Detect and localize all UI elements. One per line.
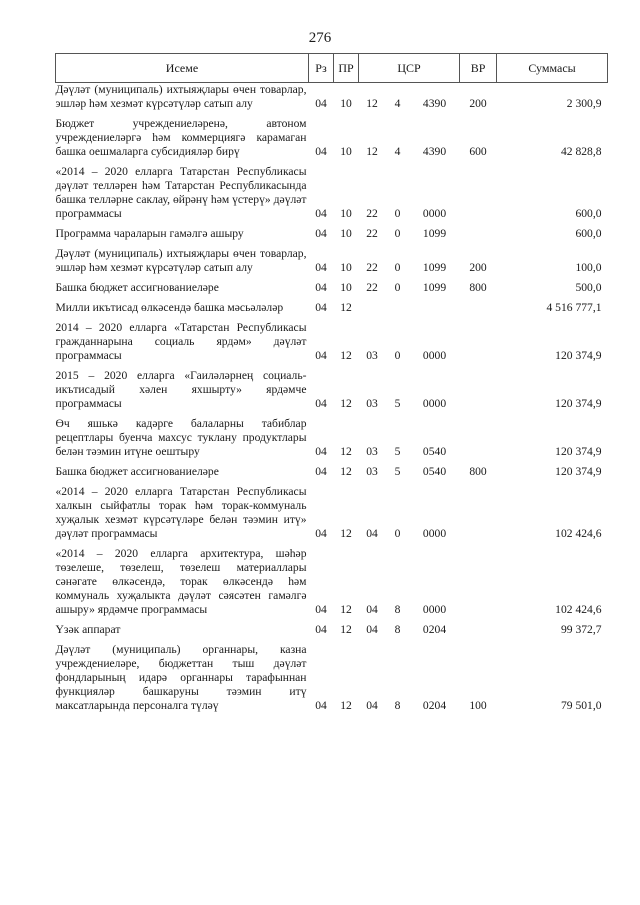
table-row [56, 301, 608, 315]
row-csr-2: 4 [394, 145, 401, 158]
row-pr: 10 [340, 97, 352, 110]
row-vr [460, 623, 497, 637]
row-vr [460, 547, 497, 617]
row-sum: 600,0 [575, 227, 602, 240]
row-pr: 12 [340, 397, 352, 410]
row-csr-2: 5 [394, 397, 401, 410]
header-sum: Суммасы [497, 54, 608, 83]
row-sum: 79 501,0 [560, 699, 602, 712]
row-csr-3: 0000 [422, 603, 447, 616]
row-csr-1: 04 [366, 699, 378, 712]
row-pr: 10 [340, 145, 352, 158]
budget-table [55, 53, 608, 713]
header-vr: ВР [460, 54, 497, 83]
row-name: «2014 – 2020 елларга Татарстан Республикасы халкын сыйфатлы торак һәм торак-коммуналь хуҗалык хезмәт күрсәтүләре белән тәэмин итү» дәүләт программасы [55, 485, 307, 540]
header-rz: Рз [309, 54, 334, 83]
row-sum: 42 828,8 [560, 145, 602, 158]
table-row [56, 465, 608, 479]
row-csr-1 [359, 301, 386, 315]
row-vr [460, 301, 497, 315]
row-pr: 10 [340, 281, 352, 294]
row-csr-2: 0 [394, 207, 401, 220]
row-rz: 04 [315, 301, 327, 314]
row-csr-2: 8 [394, 623, 401, 636]
row-vr: 200 [469, 261, 487, 274]
row-sum: 120 374,9 [555, 349, 602, 362]
row-csr-1: 04 [366, 623, 378, 636]
row-csr-2: 4 [394, 97, 401, 110]
row-pr: 12 [340, 301, 352, 314]
row-csr-1: 12 [366, 145, 378, 158]
row-csr-3: 0000 [422, 207, 447, 220]
row-csr-3: 0540 [422, 465, 447, 478]
row-csr-1: 04 [366, 603, 378, 616]
row-sum: 120 374,9 [555, 397, 602, 410]
row-pr: 12 [340, 603, 352, 616]
row-name: Башка бюджет ассигнованиеләре [55, 465, 219, 478]
row-name: Бюджет учреждениеләренә, автоном учреждениеләргә һәм коммерциягә карамаган башка оешмаларга субсидияләр бирү [55, 117, 307, 158]
row-csr-1: 03 [366, 397, 378, 410]
row-sum: 4 516 777,1 [546, 301, 602, 314]
table-row [56, 369, 608, 411]
row-csr-2: 0 [394, 227, 401, 240]
row-csr-1: 22 [366, 207, 378, 220]
row-name: Дәүләт (муниципаль) ихтыяҗлары өчен товарлар, эшләр һәм хезмәт күрсәтүләр сатып алу [55, 247, 307, 274]
row-rz: 04 [315, 465, 327, 478]
row-rz: 04 [315, 261, 327, 274]
table-row [56, 165, 608, 221]
row-name: Милли икътисад өлкәсендә башка мәсьәләләр [55, 301, 284, 314]
page-number: 276 [308, 30, 332, 46]
row-rz: 04 [315, 527, 327, 540]
row-rz: 04 [315, 603, 327, 616]
row-csr-1: 12 [366, 97, 378, 110]
row-vr [460, 417, 497, 459]
row-vr: 200 [469, 97, 487, 110]
row-vr: 800 [469, 281, 487, 294]
row-csr-3: 0000 [422, 349, 447, 362]
table-row [56, 321, 608, 363]
row-pr: 12 [340, 527, 352, 540]
table-row [56, 117, 608, 159]
row-csr-1: 22 [366, 227, 378, 240]
table-row [56, 83, 608, 112]
row-vr: 800 [469, 465, 487, 478]
row-pr: 12 [340, 445, 352, 458]
row-rz: 04 [315, 623, 327, 636]
row-csr-1: 04 [366, 527, 378, 540]
row-name: 2014 – 2020 елларга «Татарстан Республикасы гражданнарына социаль ярдәм» дәүләт программасы [55, 321, 307, 362]
row-rz: 04 [315, 349, 327, 362]
row-rz: 04 [315, 227, 327, 240]
row-sum: 120 374,9 [555, 445, 602, 458]
row-vr [460, 369, 497, 411]
row-csr-2: 0 [394, 349, 401, 362]
row-rz: 04 [315, 97, 327, 110]
row-name: Программа чараларын гамәлгә ашыру [55, 227, 244, 240]
table-header [56, 54, 608, 83]
row-csr-3: 1099 [422, 281, 447, 294]
row-rz: 04 [315, 445, 327, 458]
table-row [56, 485, 608, 541]
row-csr-2: 5 [394, 445, 401, 458]
table-body [56, 83, 608, 714]
row-csr-3: 0204 [422, 623, 447, 636]
row-pr: 12 [340, 349, 352, 362]
row-sum: 120 374,9 [555, 465, 602, 478]
header-csr: ЦСР [359, 54, 460, 83]
row-pr: 10 [340, 261, 352, 274]
table-row [56, 547, 608, 617]
row-csr-3: 0000 [422, 397, 447, 410]
row-csr-1: 03 [366, 349, 378, 362]
row-rz: 04 [315, 207, 327, 220]
row-csr-2: 0 [394, 281, 401, 294]
row-name: «2014 – 2020 елларга Татарстан Республикасы дәүләт телләрен һәм Татарстан Республикасында башка телләрне саклау, өйрәнү һәм үстерү» дәүләт программасы [55, 165, 307, 220]
row-csr-1: 22 [366, 261, 378, 274]
row-csr-2: 5 [394, 465, 401, 478]
row-csr-3 [410, 301, 460, 315]
row-csr-3: 4390 [422, 97, 447, 110]
row-name: Дәүләт (муниципаль) органнары, казна учреждениеләре, бюджеттан тыш дәүләт фондларының идарә органнары тарафыннан функцияләр башкаруны тәэмин итү максатларында персоналга түләү [55, 643, 307, 712]
table-row [56, 247, 608, 275]
row-sum: 2 300,9 [566, 97, 602, 110]
row-csr-2: 0 [394, 527, 401, 540]
row-vr [460, 321, 497, 363]
row-sum: 100,0 [575, 261, 602, 274]
header-name: Исеме [56, 54, 309, 83]
row-sum: 500,0 [575, 281, 602, 294]
row-pr: 10 [340, 227, 352, 240]
row-csr-3: 4390 [422, 145, 447, 158]
row-csr-2: 8 [394, 603, 401, 616]
row-sum: 102 424,6 [555, 603, 602, 616]
row-pr: 10 [340, 207, 352, 220]
row-csr-2: 8 [394, 699, 401, 712]
row-csr-3: 0540 [422, 445, 447, 458]
row-vr [460, 165, 497, 221]
row-csr-3: 0000 [422, 527, 447, 540]
row-vr: 600 [469, 145, 487, 158]
table-row [56, 227, 608, 241]
row-name: 2015 – 2020 елларга «Гаиләләрнең социаль-икътисадый хәлен яхшырту» ярдәмче программасы [55, 369, 307, 410]
row-rz: 04 [315, 145, 327, 158]
row-pr: 12 [340, 623, 352, 636]
row-pr: 12 [340, 699, 352, 712]
row-csr-3: 1099 [422, 261, 447, 274]
row-rz: 04 [315, 281, 327, 294]
row-sum: 99 372,7 [560, 623, 602, 636]
row-csr-2 [386, 301, 410, 315]
row-name: Өч яшькә кадәрге балаларны табиблар рецептлары буенча махсус туклану продуктлары белән тәэмин итүне оештыру [55, 417, 307, 458]
row-sum: 102 424,6 [555, 527, 602, 540]
row-name: Үзәк аппарат [55, 623, 121, 636]
row-csr-1: 03 [366, 465, 378, 478]
table-row [56, 643, 608, 713]
row-name: Башка бюджет ассигнованиеләре [55, 281, 219, 294]
row-vr [460, 485, 497, 541]
row-sum: 600,0 [575, 207, 602, 220]
table-row [56, 281, 608, 295]
row-name: Дәүләт (муниципаль) ихтыяҗлары өчен товарлар, эшләр һәм хезмәт күрсәтүләр сатып алу [55, 83, 307, 110]
row-vr [460, 227, 497, 241]
row-pr: 12 [340, 465, 352, 478]
header-pr: ПР [334, 54, 359, 83]
table-row [56, 623, 608, 637]
row-csr-2: 0 [394, 261, 401, 274]
row-csr-3: 1099 [422, 227, 447, 240]
row-vr: 100 [469, 699, 487, 712]
row-csr-1: 22 [366, 281, 378, 294]
row-csr-1: 03 [366, 445, 378, 458]
row-name: «2014 – 2020 елларга архитектура, шәһәр төзелеше, төзелеш, төзелеш материаллары сәнәгате өлкәсендә, торак өлкәсендә һәм коммуналь хуҗалыкта дәүләт сәясәтен гамәлгә ашыру» ярдәмче программасы [55, 547, 307, 616]
row-csr-3: 0204 [422, 699, 447, 712]
table-row [56, 417, 608, 459]
row-rz: 04 [315, 397, 327, 410]
row-rz: 04 [315, 699, 327, 712]
